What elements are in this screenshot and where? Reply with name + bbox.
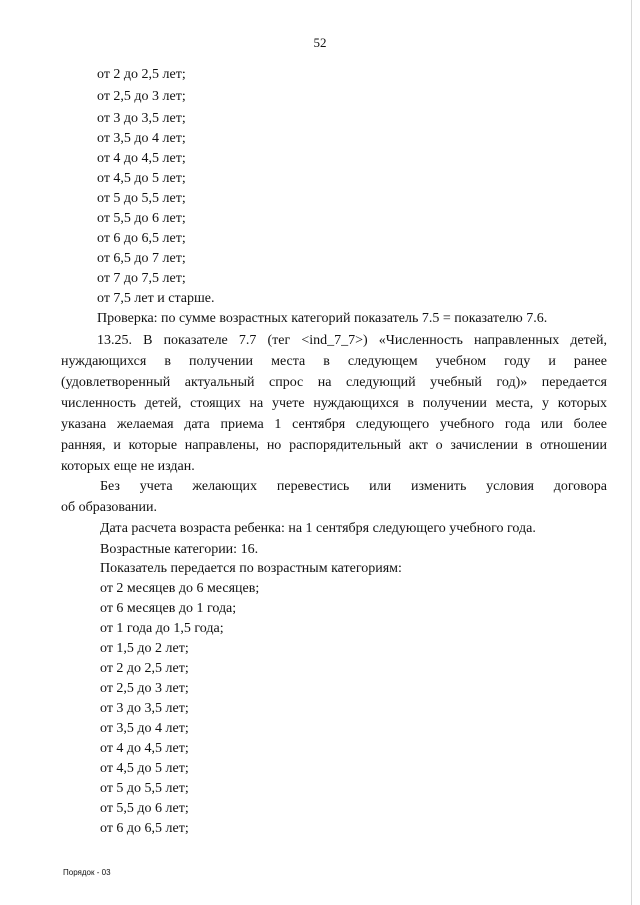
list-item: от 3 до 3,5 лет; — [97, 111, 186, 126]
paragraph-line: (удовлетворенный актуальный спрос на следующий учебный год)» передается — [61, 375, 607, 390]
list-item: от 4 до 4,5 лет; — [97, 151, 186, 166]
list-item: от 6 месяцев до 1 года; — [100, 601, 237, 616]
list-item: от 1 года до 1,5 года; — [100, 621, 224, 636]
list-item: от 6 до 6,5 лет; — [97, 231, 186, 246]
list-item: от 7,5 лет и старше. — [97, 291, 215, 306]
list-item: от 5 до 5,5 лет; — [100, 781, 189, 796]
list-item: от 4,5 до 5 лет; — [100, 761, 189, 776]
list-item: от 6,5 до 7 лет; — [97, 251, 186, 266]
by-categories-line: Показатель передается по возрастным категориям: — [100, 561, 402, 576]
list-item: от 4,5 до 5 лет; — [97, 171, 186, 186]
paragraph-line: которых еще не издан. — [61, 459, 195, 474]
list-item: от 6 до 6,5 лет; — [100, 821, 189, 836]
paragraph-line: численность детей, стоящих на учете нуждающихся в получении места, у которых — [61, 396, 607, 411]
list-item: от 1,5 до 2 лет; — [100, 641, 189, 656]
age-categories-line: Возрастные категории: 16. — [100, 542, 259, 557]
list-item: от 3 до 3,5 лет; — [100, 701, 189, 716]
list-item: от 2,5 до 3 лет; — [97, 89, 186, 104]
calc-date-line: Дата расчета возраста ребенка: на 1 сентября следующего учебного года. — [100, 521, 536, 536]
list-item: от 3,5 до 4 лет; — [97, 131, 186, 146]
list-item: от 5 до 5,5 лет; — [97, 191, 186, 206]
list-item: от 2 до 2,5 лет; — [97, 67, 186, 82]
page-number: 52 — [313, 35, 327, 50]
paragraph-line: ранняя, и которые направлены, но распорядительный акт о зачислении в отношении — [61, 438, 607, 453]
list-item: от 3,5 до 4 лет; — [100, 721, 189, 736]
list-item: от 4 до 4,5 лет; — [100, 741, 189, 756]
list-item: от 5,5 до 6 лет; — [100, 801, 189, 816]
footer-label: Порядок - 03 — [63, 868, 111, 877]
list-item: от 7 до 7,5 лет; — [97, 271, 186, 286]
paragraph-line: указана желаемая дата приема 1 сентября следующего учебного года или более — [61, 417, 607, 432]
list-item: от 2 месяцев до 6 месяцев; — [100, 581, 260, 596]
check-line: Проверка: по сумме возрастных категорий показатель 7.5 = показателю 7.6. — [97, 311, 548, 326]
paragraph-line: Без учета желающих перевестись или изменить условия договора — [100, 479, 607, 494]
list-item: от 5,5 до 6 лет; — [97, 211, 186, 226]
paragraph-line: об образовании. — [61, 500, 158, 515]
paragraph-line: 13.25. В показателе 7.7 (тег <ind_7_7>) «Численность направленных детей, — [97, 333, 607, 348]
list-item: от 2 до 2,5 лет; — [100, 661, 189, 676]
paragraph-line: нуждающихся в получении места в следующем учебном году и ранее — [61, 354, 607, 369]
list-item: от 2,5 до 3 лет; — [100, 681, 189, 696]
scan-edge-line — [631, 0, 632, 905]
